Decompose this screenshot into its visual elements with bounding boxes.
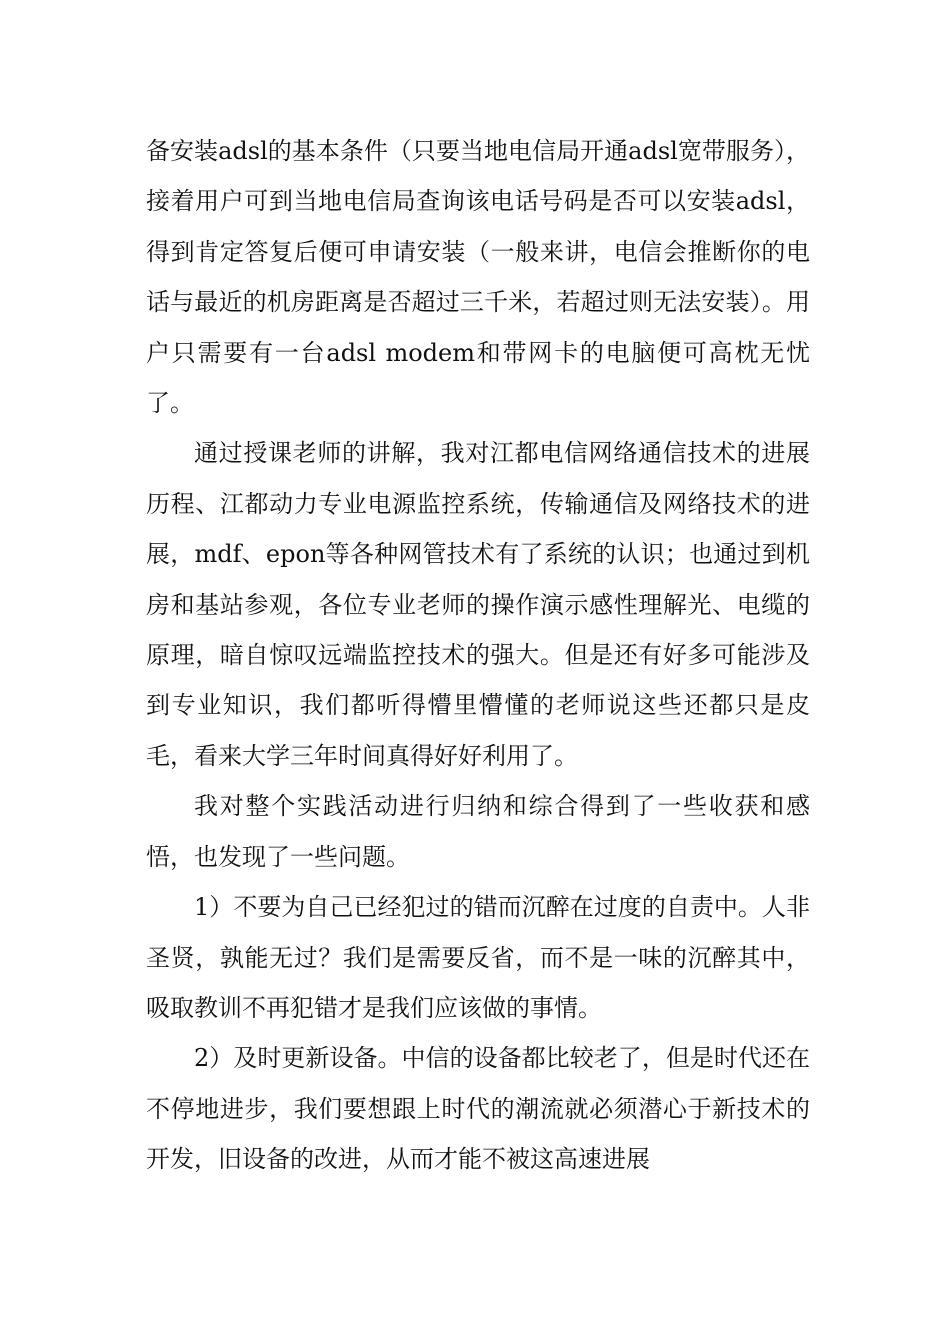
paragraph-point-1: 1）不要为自己已经犯过的错而沉醉在过度的自责中。人非圣贤，孰能无过？我们是需要反省，而不是一味的沉醉其中，吸取教训不再犯错才是我们应该做的事情。 <box>146 893 810 1022</box>
paragraph-adsl-install: 备安装adsl的基本条件（只要当地电信局开通adsl宽带服务），接着用户可到当地电信局查询该电话号码是否可以安装adsl，得到肯定答复后便可申请安装（一般来讲，电信会推断你的电话与最近的机房距离是否超过三千米，若超过则无法安装）。用户只需要有一台adsl modem和带网卡的电脑便可高枕无忧了。 <box>146 137 810 418</box>
paragraph-point-2: 2）及时更新设备。中信的设备都比较老了，但是时代还在不停地进步，我们要想跟上时代的潮流就必须潜心于新技术的开发，旧设备的改进，从而才能不被这高速进展 <box>146 1044 810 1174</box>
document-body <box>146 126 810 1185</box>
paragraph-summary: 我对整个实践活动进行归纳和综合得到了一些收获和感悟，也发现了一些问题。 <box>146 792 810 871</box>
paragraph-lecture: 通过授课老师的讲解，我对江都电信网络通信技术的进展历程、江都动力专业电源监控系统，传输通信及网络技术的进展，mdf、epon等各种网管技术有了系统的认识；也通过到机房和基站参观，各位专业老师的操作演示感性理解光、电缆的原理，暗自惊叹远端监控技术的强大。但是还有好多可能涉及到专业知识，我们都听得懵里懵懂的老师说这些还都只是皮毛，看来大学三年时间真得好好利用了。 <box>146 439 810 770</box>
